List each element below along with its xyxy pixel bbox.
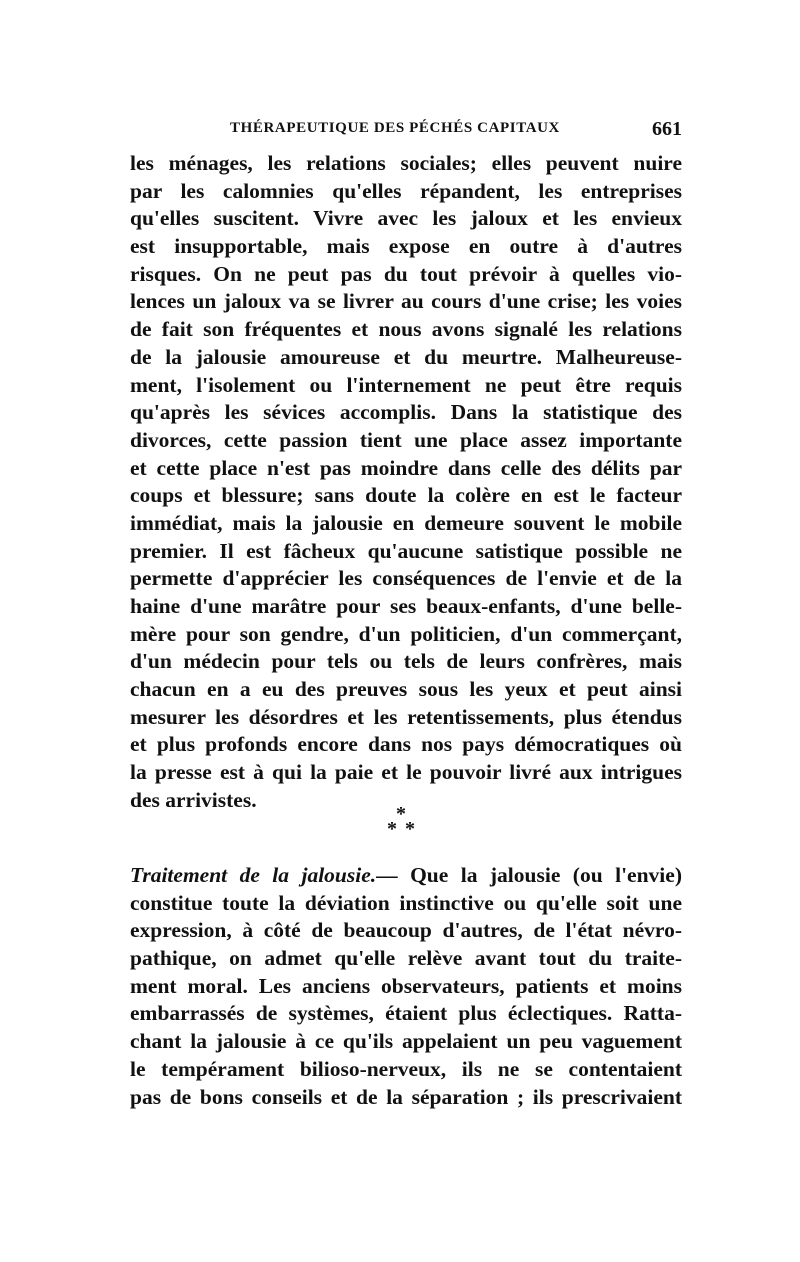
section-asterism: [370, 802, 430, 842]
text-line: est insupportable, mais expose en outre à d'autres: [130, 234, 682, 259]
text-line-first: [130, 862, 682, 890]
text-line: chant la jalousie à ce qu'ils appelaient un peu vaguement: [130, 1029, 682, 1054]
text-line: chacun en a eu des preuves sous les yeux et peut ainsi: [130, 677, 682, 702]
first-line-rest: — Que la jalousie (ou l'envie): [376, 863, 682, 887]
section-heading: Traitement de la jalousie.: [130, 863, 377, 887]
text-line: de la jalousie amoureuse et du meurtre. Malheureuse-: [130, 344, 682, 369]
text-line: mesurer les désordres et les retentissements, plus étendus: [130, 704, 682, 729]
text-line: expression, à côté de beaucoup d'autres, de l'état névro-: [130, 918, 682, 943]
text-line: et plus profonds encore dans nos pays démocratiques où: [130, 732, 682, 757]
asterisk-icon: *: [387, 818, 397, 840]
text-line: d'un médecin pour tels ou tels de leurs confrères, mais: [130, 649, 682, 674]
asterisk-icon: *: [405, 818, 415, 840]
paragraph-1: [130, 150, 682, 815]
text-line: les ménages, les relations sociales; elles peuvent nuire: [130, 151, 682, 175]
running-title: THÉRAPEUTIQUE DES PÉCHÉS CAPITAUX: [230, 120, 560, 136]
text-line: pas de bons conseils et de la séparation ; ils prescrivaient: [130, 1084, 682, 1109]
page-number: 661: [652, 118, 682, 140]
asterisk-icon: *: [396, 803, 406, 825]
text-line: qu'elles suscitent. Vivre avec les jaloux et les envieux: [130, 206, 682, 231]
text-line: de fait son fréquentes et nous avons signalé les relations: [130, 317, 682, 342]
text-line: immédiat, mais la jalousie en demeure souvent le mobile: [130, 510, 682, 535]
text-line: embarrassés de systèmes, étaient plus éclectiques. Ratta-: [130, 1001, 682, 1026]
text-line: qu'après les sévices accomplis. Dans la statistique des: [130, 400, 682, 425]
text-line: divorces, cette passion tient une place assez importante: [130, 427, 682, 452]
text-line: et cette place n'est pas moindre dans celle des délits par: [130, 455, 682, 480]
text-line: mère pour son gendre, d'un politicien, d'un commerçant,: [130, 621, 682, 646]
text-line: par les calomnies qu'elles répandent, les entreprises: [130, 178, 682, 203]
text-line: ment moral. Les anciens observateurs, patients et moins: [130, 973, 682, 998]
text-line: le tempérament bilioso-nerveux, ils ne se contentaient: [130, 1056, 682, 1081]
text-line: ment, l'isolement ou l'internement ne peut être requis: [130, 372, 682, 397]
text-line: risques. On ne peut pas du tout prévoir à quelles vio-: [130, 261, 682, 286]
text-line: coups et blessure; sans doute la colère en est le facteur: [130, 483, 682, 508]
text-line: lences un jaloux va se livrer au cours d'une crise; les voies: [130, 289, 682, 314]
text-line-last: des arrivistes.: [130, 787, 257, 812]
text-line: permette d'apprécier les conséquences de l'envie et de la: [130, 566, 682, 591]
text-line: la presse est à qui la paie et le pouvoir livré aux intrigues: [130, 760, 682, 785]
paragraph-2: [130, 862, 682, 1111]
page-header: [130, 118, 682, 146]
text-line: haine d'une marâtre pour ses beaux-enfants, d'une belle-: [130, 594, 682, 618]
text-line: premier. Il est fâcheux qu'aucune satistique possible ne: [130, 538, 682, 563]
text-line: pathique, on admet qu'elle relève avant tout du traite-: [130, 946, 682, 971]
text-line: constitue toute la déviation instinctive ou qu'elle soit une: [130, 890, 682, 915]
